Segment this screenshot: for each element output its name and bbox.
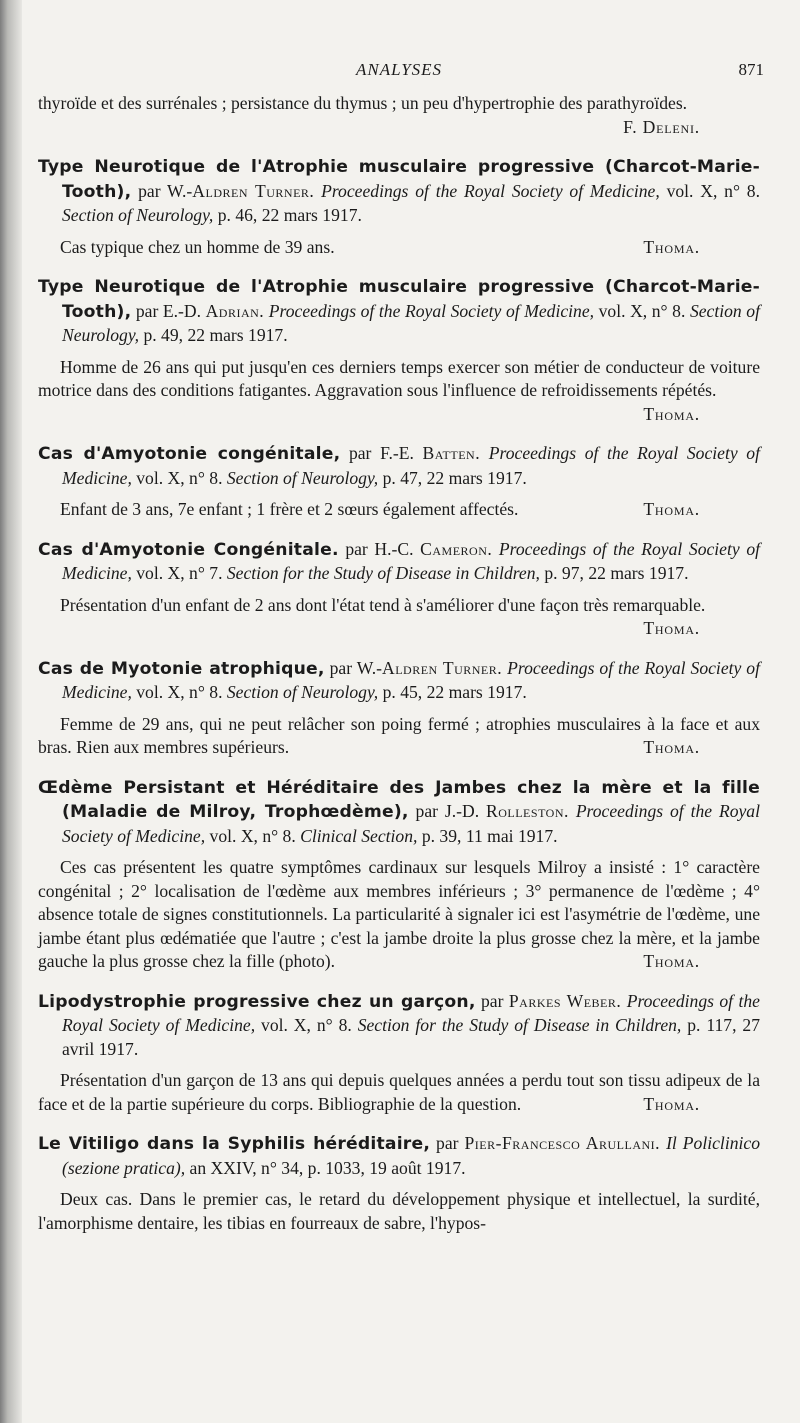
entry-body-text: Femme de 29 ans, qui ne peut relâcher son poing fermé ; atrophies musculaires à la face et aux bras. Rien aux membres supérieurs. <box>38 713 760 757</box>
analysis-entry-1 <box>38 155 760 259</box>
entry-citation: Proceedings of the Royal Society of Medicine, <box>62 657 760 702</box>
entry-ref-end: p. 47, 22 mars 1917. <box>378 467 527 488</box>
entry-ref-end: p. 39, 11 mai 1917. <box>417 825 558 846</box>
lead-paragraph <box>38 92 760 139</box>
entry-heading <box>38 538 760 586</box>
entry-body-text: Enfant de 3 ans, 7e enfant ; 1 frère et 2 sœurs également affectés. <box>60 499 519 519</box>
entry-signature: Thoma. <box>643 951 700 971</box>
entry-title: Type Neurotique de l'Atrophie musculaire progressive (Charcot-Marie-Tooth), <box>38 277 760 322</box>
entry-body <box>38 713 760 760</box>
entry-ref: vol. X, n° 7. <box>131 563 227 583</box>
entry-byline: par F.-E. <box>340 443 423 463</box>
entry-citation: Proceedings of the Royal Society of Medicine, <box>62 990 760 1035</box>
analysis-entry-7 <box>38 990 760 1117</box>
document-page <box>38 58 764 1235</box>
entry-ref-section: Section of Neurology, <box>226 467 379 488</box>
entry-ref-section: Section of Neurology, <box>62 205 214 225</box>
entry-heading <box>38 155 760 228</box>
entry-byline: par W.- <box>324 657 382 678</box>
entry-ref-end: p. 97, 22 mars 1917. <box>539 563 689 583</box>
entry-body-text: Homme de 26 ans qui put jusqu'en ces derniers temps exercer son métier de conducteur de voiture motrice dans des conditions fatigantes. Aggravation sous l'influence de refroidissements répétés. <box>38 356 760 400</box>
entry-signature: Thoma. <box>643 236 700 257</box>
entry-heading <box>38 657 760 705</box>
entry-body <box>38 356 760 427</box>
entry-citation: Proceedings of the Royal Society of Medicine, <box>62 538 760 583</box>
entry-author: Cameron. <box>420 538 493 559</box>
entry-citation: Il Policlinico (sezione pratica), <box>62 1133 761 1178</box>
entry-signature: Thoma. <box>643 737 700 757</box>
entry-ref-end: p. 46, 22 mars 1917. <box>213 205 362 225</box>
entry-ref-end: p. 117, 27 avril 1917. <box>62 1015 761 1059</box>
entry-byline: par <box>475 990 509 1011</box>
analysis-entry-4 <box>38 538 760 641</box>
entry-heading <box>38 442 760 490</box>
analysis-entry-6 <box>38 776 760 974</box>
entry-heading <box>38 275 760 348</box>
running-header <box>38 58 764 84</box>
entry-signature: Thoma. <box>643 499 700 519</box>
lead-signature: F. Deleni. <box>623 116 700 137</box>
entry-title: Type Neurotique de l'Atrophie musculaire progressive (Charcot-Marie-Tooth), <box>38 157 760 202</box>
page-gutter-shadow <box>0 0 22 1423</box>
running-title: ANALYSES <box>355 60 443 79</box>
entry-body-text: Présentation d'un enfant de 2 ans dont l'état tend à s'améliorer d'une façon très remarquable. <box>60 594 706 615</box>
entry-ref: vol. X, n° 8. <box>131 682 227 702</box>
entry-ref: vol. X, n° 8. <box>594 300 690 321</box>
entry-ref: vol. X, n° 8. <box>255 1015 358 1035</box>
entry-signature: Thoma. <box>643 403 700 424</box>
entry-author: Aldren Turner. <box>382 657 503 678</box>
entry-ref-section: Section of Neurology, <box>226 682 379 702</box>
entry-ref: vol. X, n° 8. <box>131 467 227 488</box>
entry-title: Cas d'Amyotonie Congénitale. <box>38 539 339 560</box>
entry-ref-section: Clinical Section, <box>300 825 418 846</box>
entry-title: Cas de Myotonie atrophique, <box>38 658 325 679</box>
entry-byline: par W.- <box>131 180 193 201</box>
analysis-entry-5 <box>38 657 760 760</box>
entry-author: Adrian. <box>205 300 265 321</box>
entry-ref-section: Section for the Study of Disease in Children, <box>226 563 540 583</box>
entry-title: Œdème Persistant et Héréditaire des Jambes chez la mère et la fille (Maladie de Milroy, Trophœdème), <box>38 777 760 822</box>
entry-heading <box>38 990 760 1062</box>
entry-signature: Thoma. <box>643 618 700 638</box>
entry-byline: par H.-C. <box>338 538 421 559</box>
entry-body <box>38 1188 760 1235</box>
entry-body <box>38 1069 760 1116</box>
lead-text: thyroïde et des surrénales ; persistance du thymus ; un peu d'hypertrophie des parathyroïdes. <box>38 93 688 113</box>
entry-author: Rolleston. <box>486 801 569 821</box>
entry-ref-section: Section of Neurology, <box>62 300 760 345</box>
entry-citation: Proceedings of the Royal Society of Medicine, <box>62 801 760 846</box>
entry-body-text: Ces cas présentent les quatre symptômes cardinaux sur lesquels Milroy a insisté : 1° caractère congénital ; 2° localisation de l'œdème aux membres inférieurs ; 3° permanence de l'œdème ; 4° absence totale de signes constitutionnels. La particularité à signaler ici est l'asymétrie de l'œdème, une jambe étant plus œdématiée que l'autre ; c'est la jambe droite la plus grosse chez la mère, et la jambe gauche la plus grosse chez la fille (photo). <box>38 857 760 971</box>
entry-body <box>38 594 760 641</box>
entry-body-text: Présentation d'un garçon de 13 ans qui depuis quelques années a perdu tout son tissu adipeux de la face et de la partie supérieure du corps. Bibliographie de la question. <box>38 1070 760 1114</box>
entry-byline: par <box>430 1133 465 1153</box>
entry-heading <box>38 1132 760 1180</box>
entry-byline: par E.-D. <box>131 300 206 321</box>
entry-heading <box>38 776 760 849</box>
entry-title: Lipodystrophie progressive chez un garçon, <box>38 991 476 1012</box>
entry-body-text: Deux cas. Dans le premier cas, le retard du développement physique et intellectuel, la surdité, l'amorphisme dentaire, les tibias en fourreaux de sabre, l'hypos- <box>38 1189 760 1233</box>
entry-author: Parkes Weber. <box>508 990 622 1011</box>
analysis-entry-2 <box>38 275 760 426</box>
entry-ref: vol. X, n° 8. <box>205 825 301 846</box>
entry-ref-section: Section for the Study of Disease in Children, <box>357 1015 682 1035</box>
page-number: 871 <box>738 60 764 79</box>
entry-signature: Thoma. <box>643 1093 700 1114</box>
entry-body <box>38 236 760 260</box>
entry-title: Cas d'Amyotonie congénitale, <box>38 444 341 464</box>
entry-body <box>38 856 760 974</box>
analysis-entry-8 <box>38 1132 760 1235</box>
entry-author: Pier-Francesco Arullani. <box>464 1133 661 1153</box>
entry-citation: Proceedings of the Royal Society of Medicine, <box>264 300 595 321</box>
entry-byline: par J.-D. <box>408 801 486 821</box>
entry-citation: Proceedings of the Royal Society of Medicine, <box>314 180 660 201</box>
entry-ref: an XXIV, n° 34, p. 1033, 19 août 1917. <box>185 1157 466 1178</box>
entry-ref-end: p. 45, 22 mars 1917. <box>378 682 527 702</box>
entry-citation: Proceedings of the Royal Society of Medicine, <box>62 443 760 488</box>
entry-ref: vol. X, n° 8. <box>659 180 760 201</box>
entry-body <box>38 498 760 522</box>
entry-title: Le Vitiligo dans la Syphilis héréditaire, <box>38 1134 431 1154</box>
entry-author: Aldren Turner. <box>192 180 315 201</box>
analysis-entry-3 <box>38 442 760 522</box>
entry-ref-end: p. 49, 22 mars 1917. <box>139 325 288 345</box>
entry-body-text: Cas typique chez un homme de 39 ans. <box>60 236 335 257</box>
entry-author: Batten. <box>422 443 481 463</box>
